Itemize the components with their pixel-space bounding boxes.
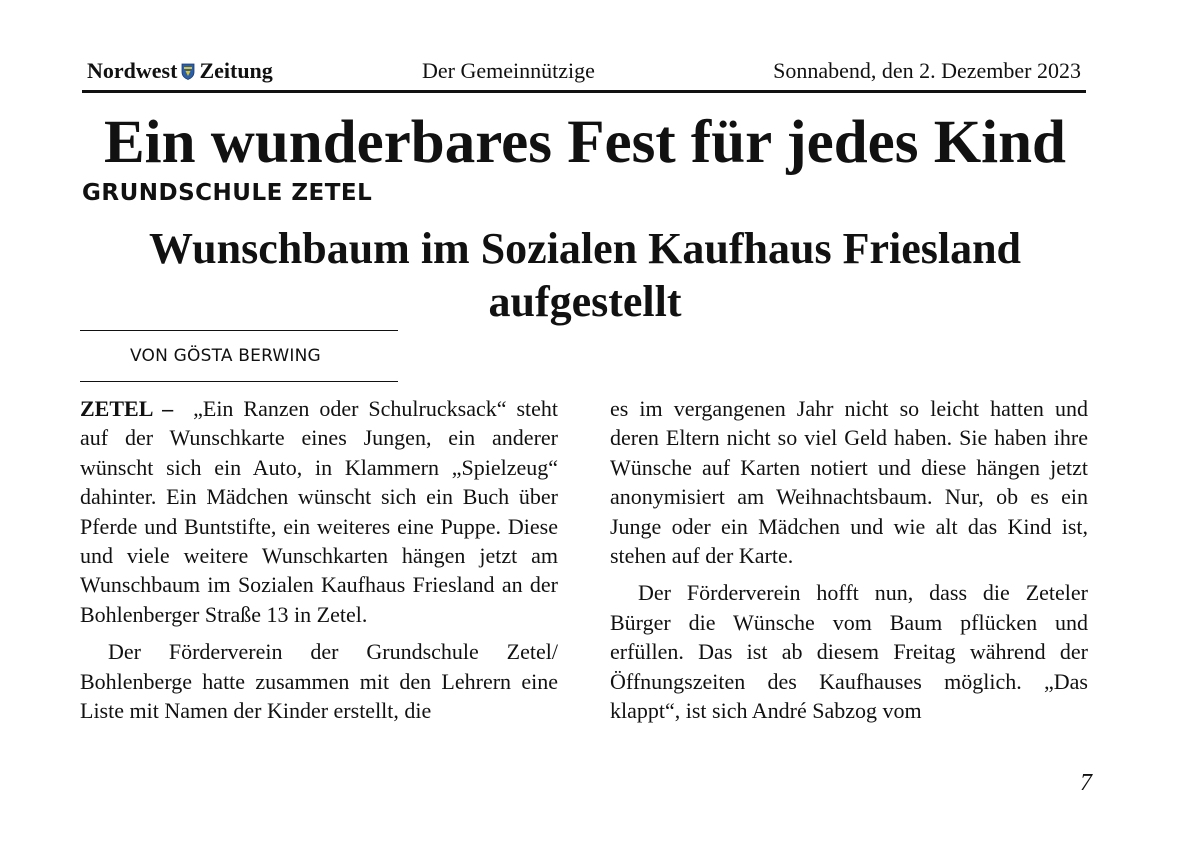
byline-rule-top: [80, 330, 398, 331]
issue-date: Sonnabend, den 2. Dezember 2023: [773, 58, 1081, 83]
byline: VON GÖSTA BERWING: [130, 346, 321, 366]
dateline: ZETEL –: [80, 396, 174, 421]
page-number: 7: [1080, 770, 1092, 796]
newspaper-name: [87, 58, 273, 84]
article-column-right: [610, 394, 1088, 725]
coat-of-arms-icon: [181, 63, 195, 80]
paragraph: Der Förderverein der Grundschule Zetel/ Bohlenberge hatte zusammen mit den Lehrern eine Liste mit Namen der Kinder erstellt, die: [80, 639, 558, 724]
paragraph: [80, 394, 558, 629]
masthead-rule: [82, 90, 1086, 93]
paragraph: Der Förderverein hofft nun, dass die Zeteler Bürger die Wünsche vom Baum pflücken und erfüllen. Das ist ab diesem Freitag während der Öffnungszeiten des Kaufhauses möglich. „Das klappt“, ist sich André Sabzog vom: [610, 580, 1088, 724]
newspaper-name-part-1: Nordwest: [87, 58, 178, 83]
byline-rule-bottom: [80, 381, 398, 382]
newspaper-name-part-2: Zeitung: [199, 58, 273, 83]
masthead: [82, 58, 1086, 88]
kicker: GRUNDSCHULE ZETEL: [82, 180, 373, 206]
section-name: Der Gemeinnützige: [422, 58, 595, 83]
article-column-left: [80, 394, 558, 725]
subheadline: Wunschbaum im Sozialen Kaufhaus Friesland aufgestellt: [148, 224, 1022, 326]
paragraph-text: „Ein Ranzen oder Schulrucksack“ steht auf der Wunschkarte eines Jungen, ein anderer wünscht sich ein Auto, in Klammern „Spielzeug“ dahinter. Ein Mädchen wünscht sich ein Buch über Pferde und Buntstifte, ein weiteres eine Puppe. Diese und viele weitere Wunschkarten hängen jetzt am Wunschbaum im Sozialen Kaufhaus Friesland an der Bohlenberger Straße 13 in Zetel.: [80, 396, 559, 627]
paragraph: es im vergangenen Jahr nicht so leicht hatten und deren Eltern nicht so viel Geld haben. Sie haben ihre Wünsche auf Karten notiert und diese hängen jetzt anonymisiert am Weihnachtsbaum. Nur, ob es ein Junge oder ein Mädchen und wie alt das Kind ist, stehen auf der Karte.: [610, 396, 1088, 569]
headline: Ein wunderbares Fest für jedes Kind: [104, 109, 1066, 176]
